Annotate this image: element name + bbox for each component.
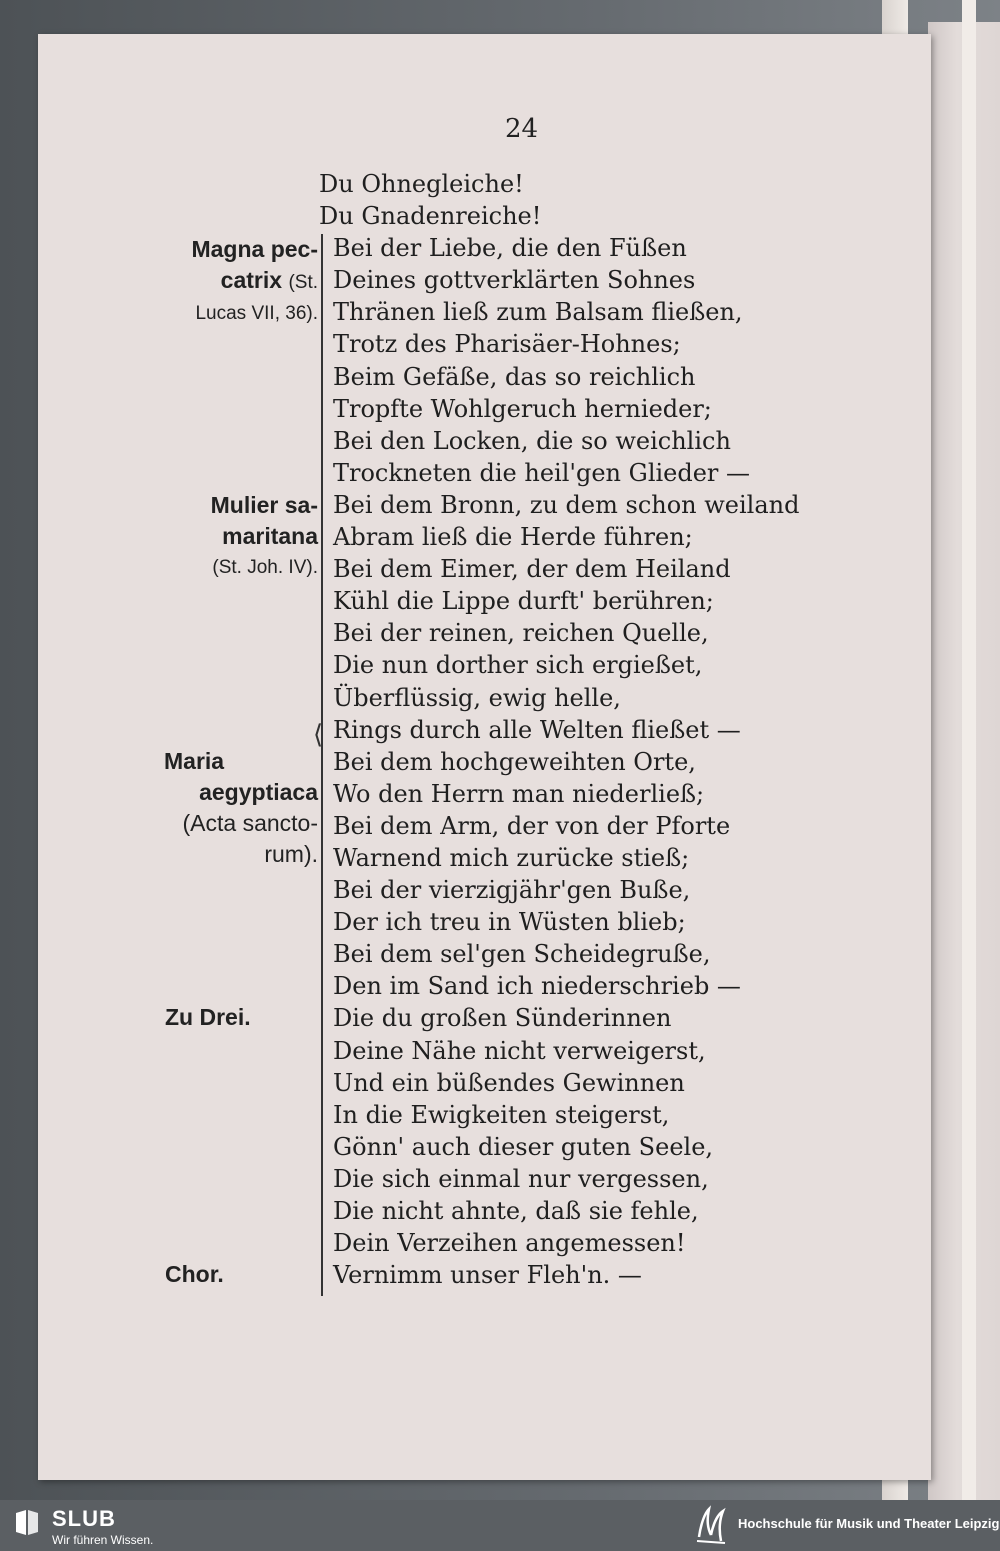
footer-bar — [0, 1500, 1000, 1551]
verse-line: Wo den Herrn man niederließ; — [333, 779, 705, 808]
verse-line: Bei dem Eimer, der dem Heiland — [333, 555, 731, 584]
verse-text — [319, 168, 800, 1291]
verse-line: Bei der reinen, reichen Quelle, — [333, 619, 709, 648]
slub-logo-icon — [14, 1509, 40, 1537]
verse-line: Dein Verzeihen angemessen! — [333, 1229, 686, 1258]
margin-note-title: maritana — [222, 523, 318, 549]
verse-line: Die du großen Sünderinnen — [333, 1004, 672, 1033]
margin-note-reference: (St. Joh. IV). — [212, 557, 318, 578]
verse-line: Bei den Locken, die so weichlich — [333, 426, 731, 455]
verse-line: Deine Nähe nicht verweigerst, — [333, 1036, 706, 1065]
margin-note-title: Maria — [164, 748, 225, 774]
verse-line: Die nicht ahnte, daß sie fehle, — [333, 1197, 699, 1225]
margin-note-title: Chor. — [165, 1261, 224, 1287]
verse-line: Abram ließ die Herde führen; — [333, 523, 693, 552]
verse-line: Bei dem Bronn, zu dem schon weiland — [333, 490, 800, 519]
verse-line: Der ich treu in Wüsten blieb; — [333, 908, 686, 937]
margin-note-mulier-samaritana — [150, 490, 318, 583]
verse-line: Deines gottverklärten Sohnes — [333, 266, 696, 295]
verse-line: Bei dem sel'gen Scheidegruße, — [333, 940, 711, 969]
margin-note-reference: (Acta sancto- — [182, 810, 318, 836]
verse-line: Überflüssig, ewig helle, — [333, 683, 621, 712]
slub-tagline: Wir führen Wissen. — [52, 1533, 154, 1547]
verse-line: Gönn' auch dieser guten Seele, — [333, 1132, 714, 1161]
bracket-point: ⟨ — [313, 720, 324, 750]
verse-line: Du Ohnegleiche! — [319, 170, 524, 198]
margin-note-title: Mulier sa- — [210, 492, 318, 518]
verse-line: Die nun dorther sich ergießet, — [333, 651, 703, 680]
verse-line: Tropfte Wohlgeruch hernieder; — [333, 394, 712, 423]
verse-line: Trotz des Pharisäer-Hohnes; — [333, 330, 681, 359]
verse-line: Bei der Liebe, die den Füßen — [333, 234, 687, 263]
verse-line: Bei der vierzigjähr'gen Buße, — [333, 876, 691, 905]
margin-note-reference: rum). — [264, 841, 318, 867]
hmt-name: Hochschule für Musik und Theater Leipzig — [738, 1516, 1000, 1531]
hmt-logo-icon — [693, 1505, 729, 1547]
verse-line: Kühl die Lippe durft' berühren; — [333, 587, 714, 616]
verse-line: Warnend mich zurücke stieß; — [333, 843, 690, 872]
margin-note-maria-aegyptiaca — [150, 746, 318, 870]
margin-note-chor — [165, 1259, 333, 1290]
verse-line: Den im Sand ich niederschrieb — — [333, 972, 741, 1001]
margin-note-title: Zu Drei. — [165, 1004, 251, 1030]
margin-note-title: catrix (St. — [220, 267, 318, 293]
verse-line: Vernimm unser Fleh'n. — — [333, 1261, 642, 1290]
verse-line: Beim Gefäße, das so reichlich — [333, 362, 696, 391]
slub-name: SLUB — [52, 1506, 116, 1531]
verse-line: Die sich einmal nur vergessen, — [333, 1164, 709, 1193]
margin-note-reference: Lucas VII, 36). — [195, 303, 318, 324]
margin-note-zu-drei — [165, 1002, 333, 1033]
verse-line: Trockneten die heil'gen Glieder — — [333, 458, 751, 487]
page-number: 24 — [505, 114, 539, 144]
verse-line: In die Ewigkeiten steigerst, — [333, 1100, 670, 1129]
margin-note-magna-peccatrix — [150, 234, 318, 329]
margin-note-title: aegyptiaca — [199, 779, 318, 805]
verse-line: Und ein büßendes Gewinnen — [333, 1068, 685, 1097]
verse-line: Bei dem Arm, der von der Pforte — [333, 811, 731, 840]
speaker-bracket — [321, 234, 333, 1296]
verse-line: Thränen ließ zum Balsam fließen, — [333, 298, 743, 327]
verse-line: Rings durch alle Welten fließet — — [333, 715, 741, 744]
verse-line: Bei dem hochgeweihten Orte, — [333, 747, 696, 776]
verse-line: Du Gnadenreiche! — [319, 202, 542, 231]
page-edge — [962, 0, 976, 1500]
margin-note-title: Magna pec- — [191, 236, 318, 262]
